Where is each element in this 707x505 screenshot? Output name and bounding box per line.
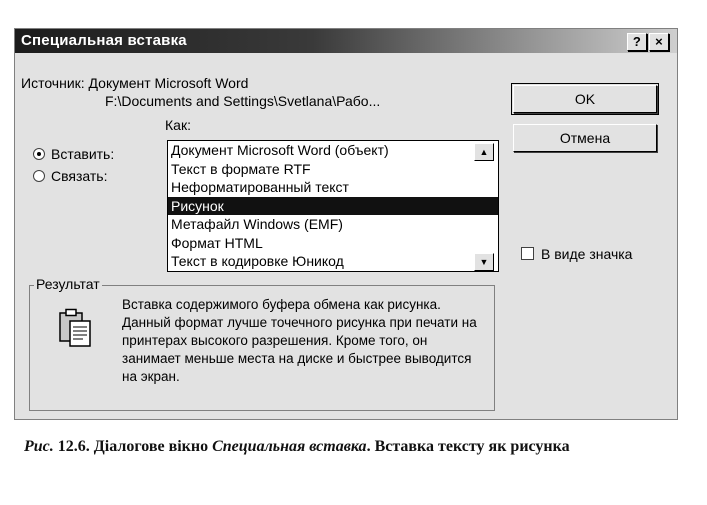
list-item[interactable]: Неформатированный текст [171, 179, 349, 195]
result-label: Результат [36, 276, 100, 292]
link-radio-dot[interactable] [33, 170, 45, 182]
list-item[interactable]: Формат HTML [171, 234, 263, 251]
paste-radio[interactable] [33, 146, 114, 162]
help-button[interactable]: ? [627, 33, 647, 51]
dialog-title: Специальная вставка [21, 32, 187, 49]
figure-caption [24, 436, 684, 458]
cancel-button[interactable]: Отмена [513, 124, 657, 152]
clipboard-icon [58, 308, 92, 348]
as-label: Как: [165, 117, 191, 133]
ok-button[interactable]: OK [513, 85, 657, 113]
list-item[interactable]: Текст в формате RTF [171, 160, 311, 177]
list-item[interactable]: Метафайл Windows (EMF) [171, 216, 343, 232]
caption-prefix: Рис. [24, 438, 54, 455]
result-description: Вставка содержимого буфера обмена как рисунка. Данный формат лучше точечного рисунка при печати на принтерах высокого разрешения. Кроме того, он занимает меньше места на диске и быстрее выводится на экран. [122, 297, 477, 384]
caption-mid: Діалогове вікно [93, 438, 209, 455]
checkbox-box[interactable] [521, 247, 534, 260]
close-button[interactable]: × [649, 33, 669, 51]
paste-as-list[interactable] [167, 140, 499, 272]
display-as-icon-label: В виде значка [541, 246, 633, 262]
list-item[interactable]: Текст в кодировке Юникод [171, 253, 344, 269]
link-radio-label: Связать: [51, 168, 108, 184]
list-item-selected[interactable]: Рисунок [168, 197, 498, 216]
link-radio[interactable] [33, 168, 107, 184]
source-path: F:\Documents and Settings\Svetlana\Рабо... [105, 93, 381, 109]
display-as-icon-checkbox[interactable] [521, 246, 632, 262]
scroll-up-arrow-icon[interactable]: ▲ [474, 143, 494, 161]
paste-radio-label: Вставить: [51, 146, 115, 162]
paste-radio-dot[interactable] [33, 148, 45, 160]
caption-rest: . Вставка тексту як рисунка [366, 438, 570, 455]
dialog-titlebar [15, 29, 677, 53]
paste-special-dialog [14, 28, 678, 420]
source-label: Источник: Документ Microsoft Word [21, 75, 249, 91]
scroll-down-arrow-icon[interactable]: ▼ [474, 253, 494, 271]
caption-dialog-name: Специальная вставка [212, 438, 367, 455]
list-item[interactable]: Документ Microsoft Word (объект) [171, 142, 389, 158]
caption-number: 12.6. [57, 438, 90, 455]
result-group [29, 276, 495, 411]
